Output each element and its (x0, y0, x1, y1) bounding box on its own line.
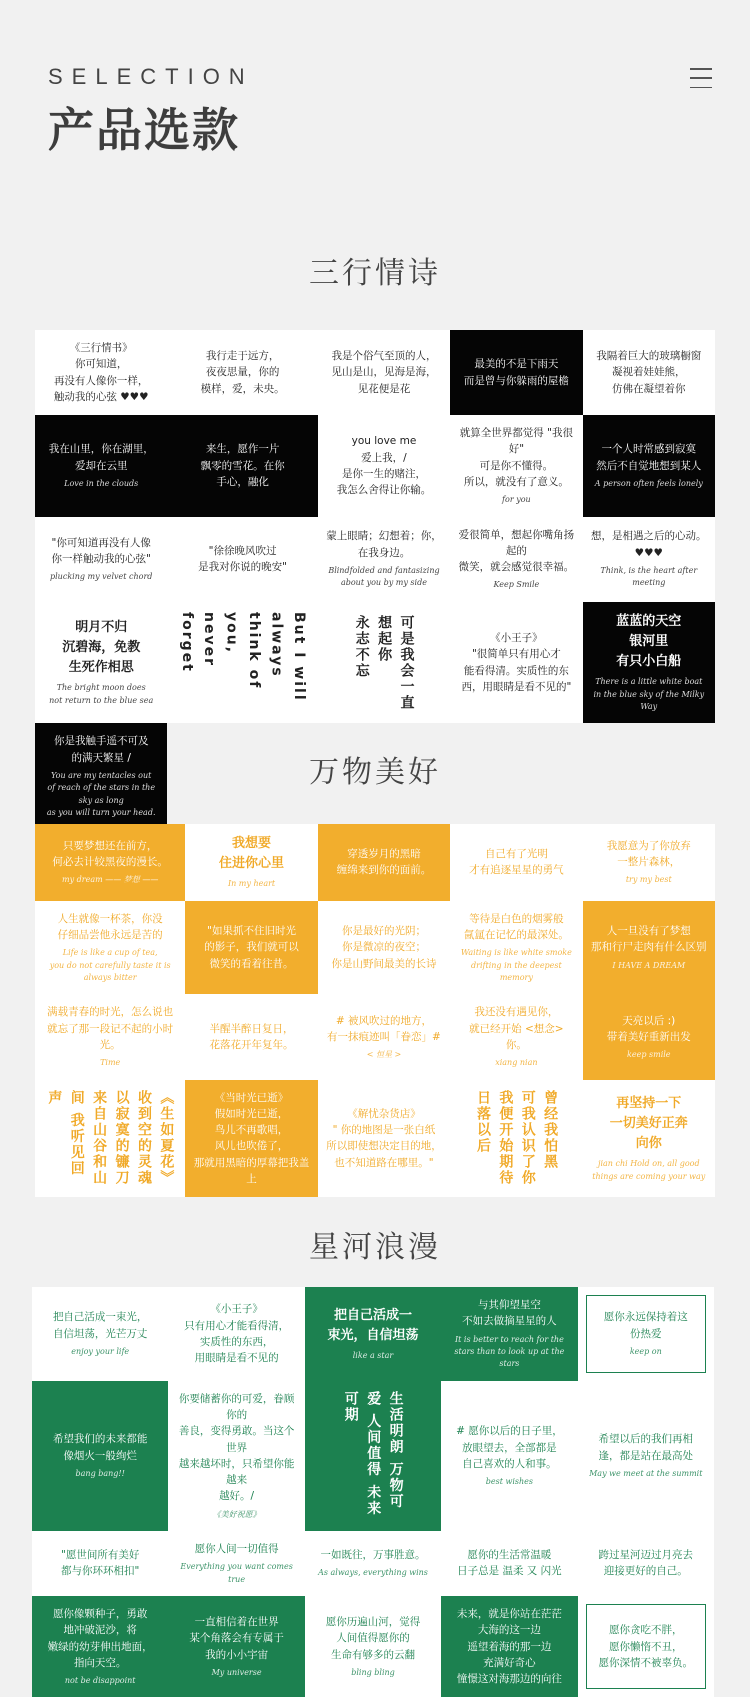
product-card[interactable] (305, 1381, 441, 1531)
product-card[interactable] (32, 1287, 168, 1381)
card-text: "愿世间所有美好 都与你环环相扣" (61, 1549, 140, 1578)
card-text: 等待是白色的烟雾般 氤氲在记忆的最深处。 (463, 912, 569, 941)
card-frame (586, 1604, 706, 1689)
card-subtext: not be disappoint (64, 1676, 136, 1686)
card-text: 愿你像颗种子，勇敢 地冲破泥沙，将 嫩绿的幼芽伸出地面， 指向天空。 (47, 1608, 153, 1669)
product-card[interactable] (167, 602, 317, 724)
card-text: 未来，就是你站在茫茫 大海的这一边 遥望着海的那一边 充满好奇心 憧憬这对海那边的向往 (456, 1608, 562, 1686)
product-card[interactable] (185, 994, 317, 1079)
page-title: 产品选款 (48, 103, 240, 157)
card-subtext: Keep Smile (493, 580, 540, 590)
card-subtext: As always, everything wins (318, 1568, 428, 1578)
product-card[interactable] (450, 602, 582, 724)
card-text: 你要储蓄你的可爱，眷顾你的 善良，变得勇敢。当这个世界 越来越坏时，只希望你能越来 越好。/ (178, 1392, 295, 1503)
product-card[interactable] (450, 824, 582, 901)
card-text: 来生，愿作一片 飘零的雪花。在你 手心，融化 (200, 443, 285, 488)
product-card[interactable] (318, 1080, 450, 1198)
card-subtext: There is a little white boat in the blue sky of the Milky Way (593, 677, 705, 711)
card-text: 人生就像一杯茶，你没 仔细品尝他永远是苦的 (57, 912, 163, 941)
card-text: 你是最好的光阴； 你是微凉的夜空； 你是山野间最美的长诗 (331, 925, 437, 970)
card-text: 再坚持一下 一切美好正奔 向你 (609, 1095, 688, 1152)
card-subtext: < 恒星 > (366, 1050, 402, 1060)
card-text: 人一旦没有了梦想 那和行尸走肉有什么区别 (591, 925, 707, 954)
product-card[interactable] (450, 901, 582, 995)
card-subtext: Think, is the heart after meeting (600, 565, 698, 588)
product-card[interactable] (578, 1381, 714, 1531)
product-card[interactable] (583, 824, 715, 901)
product-card[interactable] (441, 1531, 577, 1596)
card-text: 一个人时常感到寂寞 然后不自觉地想到某人 (596, 443, 702, 472)
product-card[interactable] (168, 1531, 304, 1596)
card-text: "徐徐晚风吹过 是我对你说的晚安" (198, 544, 287, 574)
card-text: 把自己活成一束光， 自信坦荡，光芒万丈 (52, 1311, 148, 1340)
section-eyebrow: SELECTION (48, 64, 254, 89)
product-card[interactable] (441, 1381, 577, 1531)
card-subtext: keep on (629, 1346, 662, 1356)
product-card[interactable] (185, 824, 317, 901)
product-card[interactable] (578, 1531, 714, 1596)
card-subtext: enjoy your life (71, 1346, 130, 1356)
card-text: 愿你永远保持着这 份热爱 (603, 1311, 688, 1340)
card-text: 爱很简单，想起你嘴角扬起的 微笑，就会感觉很幸福。 (458, 528, 575, 574)
card-subtext: You are my tentacles out of reach of the stars in the sky as long as you will turn your head. (46, 770, 156, 817)
product-card[interactable] (583, 330, 715, 415)
product-card[interactable] (578, 1596, 714, 1697)
card-subtext: I HAVE A DREAM (612, 960, 686, 970)
section-title-poems: 三行情诗 (309, 256, 441, 291)
card-text: 就算全世界都觉得 "我很好" 可是你不懂得。 所以，就没有了意义。 (459, 427, 573, 488)
product-card[interactable] (583, 517, 715, 602)
product-card[interactable] (583, 415, 715, 516)
product-card[interactable] (441, 1287, 577, 1381)
section-title-beauty: 万物美好 (309, 755, 441, 790)
product-card[interactable] (185, 1080, 317, 1198)
card-subtext: May we meet at the summit (589, 1468, 703, 1478)
product-card[interactable] (35, 824, 185, 901)
card-text: 天亮以后 :) 带着美好重新出发 (606, 1014, 691, 1043)
card-text: "如果抓不住旧时光 的影子，我们就可以 微笑的看着往昔。 (204, 925, 299, 970)
product-card[interactable] (167, 415, 317, 516)
card-text: 《当时光已逝》 假如时光已逝， 鸟儿不再歌唱， 风儿也吹倦了， 那就用黑暗的厚幕把我盖上 (193, 1091, 310, 1185)
card-subtext: Waiting is like white smoke drifting in the deepest memory (460, 948, 572, 982)
card-subtext: my dream —— 梦想 —— (62, 875, 159, 885)
card-subtext: bang bang!! (75, 1468, 125, 1478)
product-card[interactable] (450, 1080, 582, 1198)
card-text: 一如既往，万事胜意。 (320, 1549, 426, 1562)
card-subtext: try my best (625, 875, 672, 885)
card-text: 跨过星河迈过月亮去 迎接更好的自己。 (598, 1549, 694, 1578)
card-text: 只要梦想还在前方， 何必去计较黑夜的漫长。 (52, 839, 168, 869)
card-text: 把自己活成一 束光，自信坦荡 (327, 1307, 419, 1343)
card-text: 《三行情书》 你可知道， 再没有人像你一样， 触动我的心弦 ♥♥♥ (53, 342, 149, 403)
card-text: 可是我会一直 想起你 永志不忘 (353, 614, 415, 711)
card-text: "你可知道再没有人像 你一样触动我的心弦" (51, 536, 151, 565)
card-text: 我是个俗气至顶的人， 见山是山，见海是海， 见花便是花 (331, 350, 437, 395)
card-text: 半醒半醉日复日， 花落花开年复年。 (209, 1022, 294, 1051)
product-card[interactable] (35, 994, 185, 1079)
product-card[interactable] (32, 1596, 168, 1697)
card-text: 我在山里，你在湖里， 爱却在云里 (48, 443, 154, 472)
card-subtext: Life is like a cup of tea, you do not carefully taste it is always bitter (49, 948, 171, 982)
card-text: 蒙上眼睛；幻想着；你， 在我身边。 (326, 530, 442, 559)
product-card[interactable] (305, 1596, 441, 1697)
product-card[interactable] (450, 994, 582, 1079)
product-card[interactable] (583, 1080, 715, 1198)
card-text: But I will always think of you, never forget (178, 611, 307, 702)
card-text: 我隔着巨大的玻璃橱窗 凝视着娃娃熊， 仿佛在凝望着你 (596, 350, 702, 395)
product-card[interactable] (35, 415, 167, 516)
product-card[interactable] (318, 415, 450, 516)
card-subtext: xiang nian (495, 1058, 538, 1068)
card-text: 曾经我怕黑 可我认识了你 我便开始期待 日落以后 (474, 1089, 559, 1186)
card-text: 我还没有遇见你， 就已经开始 <想念> 你。 (469, 1006, 564, 1051)
card-subtext: for you (502, 495, 531, 505)
product-card[interactable] (167, 330, 317, 415)
card-subtext: It is better to reach for the stars than to look up at the stars (454, 1334, 565, 1369)
card-text: 愿你贪吃不胖， 愿你懒惰不丑， 愿你深情不被辜负。 (598, 1624, 694, 1669)
card-text: 你是我触手遥不可及 的满天繁星 / (53, 735, 149, 764)
product-card[interactable] (450, 517, 582, 602)
card-subtext: bling bling (351, 1667, 395, 1677)
product-card[interactable] (167, 517, 317, 602)
card-text: # 愿你以后的日子里， 放眼望去，全部都是 自己喜欢的人和事。 (456, 1425, 563, 1470)
card-text: 穿透岁月的黑暗 缠绵来到你的面前。 (336, 848, 432, 877)
card-subtext: Everything you want comes true (180, 1562, 293, 1584)
card-text: 《小王子》 "很简单只有用心才 能看得清。实质性的东 西，用眼睛是看不见的" (461, 631, 572, 693)
product-card[interactable] (583, 994, 715, 1079)
product-card[interactable] (450, 415, 582, 516)
card-text: 希望以后的我们再相 逢，都是站在最高处 (598, 1433, 694, 1462)
product-card[interactable] (318, 824, 450, 901)
card-text: 《生如夏花》收到空的灵魂 以寂寞的镰刀 来自山谷和山间 我听见回声 (46, 1089, 175, 1186)
product-card[interactable] (35, 901, 185, 995)
card-text: 一直相信着在世界 某个角落会有专属于 我的小小宇宙 (189, 1616, 284, 1661)
product-card[interactable] (450, 330, 582, 415)
product-card[interactable] (35, 517, 167, 602)
card-subtext: Time (100, 1058, 121, 1068)
card-text: 蓝蓝的天空 银河里 有只小白船 (616, 613, 682, 669)
card-subtext: like a star (352, 1350, 394, 1360)
product-card[interactable] (305, 1531, 441, 1596)
product-card[interactable] (318, 602, 450, 724)
product-card[interactable] (32, 1381, 168, 1531)
card-text: 想，是相遇之后的心动。 ♥♥♥ (591, 530, 707, 559)
card-subtext: The bright moon does not return to the blue sea (49, 683, 154, 705)
card-text: 满载青春的时光，怎么说也 就忘了那一段记不起的小时光。 (47, 1006, 174, 1051)
product-card[interactable] (35, 602, 167, 724)
card-subtext: Blindfolded and fantasizing about you by my side (328, 565, 440, 588)
card-subtext: A person often feels lonely (594, 478, 703, 488)
page-header (48, 64, 254, 160)
card-subtext: 《美好祝愿》 (212, 1509, 261, 1519)
product-card[interactable] (318, 517, 450, 602)
hamburger-menu-icon[interactable] (690, 68, 712, 88)
section-title-galaxy: 星河浪漫 (309, 1230, 441, 1265)
card-text: 希望我们的未来都能 像烟火一般绚烂 (52, 1433, 148, 1462)
card-text: 愿你的生活常温暖 日子总是 温柔 又 闪光 (457, 1549, 562, 1578)
card-text: # 被风吹过的地方， 有一抹痕迹叫「眷恋」# (327, 1014, 441, 1043)
card-text: 《小王子》 只有用心才能看得清， 实质性的东西， 用眼睛是看不见的 (184, 1303, 290, 1365)
product-card[interactable] (185, 901, 317, 995)
card-text: 我行走于远方， 夜夜思量，你的 模样，爱，未央。 (200, 350, 285, 395)
card-text: 我愿意为了你放弃 一整片森林， (606, 839, 691, 869)
product-card[interactable] (578, 1287, 714, 1381)
card-subtext: jian chi Hold on, all good things are coming your way (592, 1159, 706, 1181)
card-subtext: keep smile (627, 1050, 671, 1060)
product-grid-galaxy (32, 1287, 714, 1686)
product-card[interactable] (168, 1381, 304, 1531)
card-text: 自己有了光明 才有追逐星星的勇气 (469, 848, 564, 877)
card-text: 与其仰望星空 不如去做摘星星的人 (462, 1299, 557, 1328)
card-text: you love me 爱上我，/ 是你一生的赌注， 我怎么舍得让你输。 (336, 435, 432, 497)
product-card[interactable] (35, 330, 167, 415)
card-subtext: Love in the clouds (64, 478, 139, 488)
product-card[interactable] (583, 602, 715, 724)
card-text: 愿你历遍山河，觉得 人间值得愿你的 生命有够多的云翻 (325, 1616, 421, 1661)
card-text: 愿你人间一切值得 (194, 1542, 279, 1555)
product-grid-beauty (35, 824, 715, 1186)
product-card[interactable] (168, 1287, 304, 1381)
product-card[interactable] (168, 1596, 304, 1697)
product-card[interactable] (32, 1531, 168, 1596)
card-subtext: My universe (211, 1667, 262, 1677)
product-card[interactable] (318, 901, 450, 995)
card-text: 最美的不是下雨天 而是曾与你躲雨的屋檐 (463, 358, 569, 387)
card-text: 我想要 住进你心里 (219, 836, 285, 872)
card-text: 《解忧杂货店》 " 你的地图是一张白纸 所以即使想决定目的地， 也不知道路在哪里。" (326, 1107, 442, 1169)
product-card[interactable] (35, 1080, 185, 1198)
product-card[interactable] (318, 994, 450, 1079)
card-subtext: In my heart (227, 879, 276, 889)
product-card[interactable] (305, 1287, 441, 1381)
product-card[interactable] (583, 901, 715, 995)
card-text: 明月不归 沉碧海，免教 生死作相思 (62, 619, 141, 676)
product-card[interactable] (441, 1596, 577, 1697)
card-frame (586, 1295, 706, 1373)
product-card[interactable] (318, 330, 450, 415)
card-subtext: best wishes (485, 1477, 533, 1487)
card-subtext: plucking my velvet chord (50, 572, 153, 582)
card-text: 生活明朗 万物可爱 人间值得 未来可期 (342, 1390, 404, 1517)
